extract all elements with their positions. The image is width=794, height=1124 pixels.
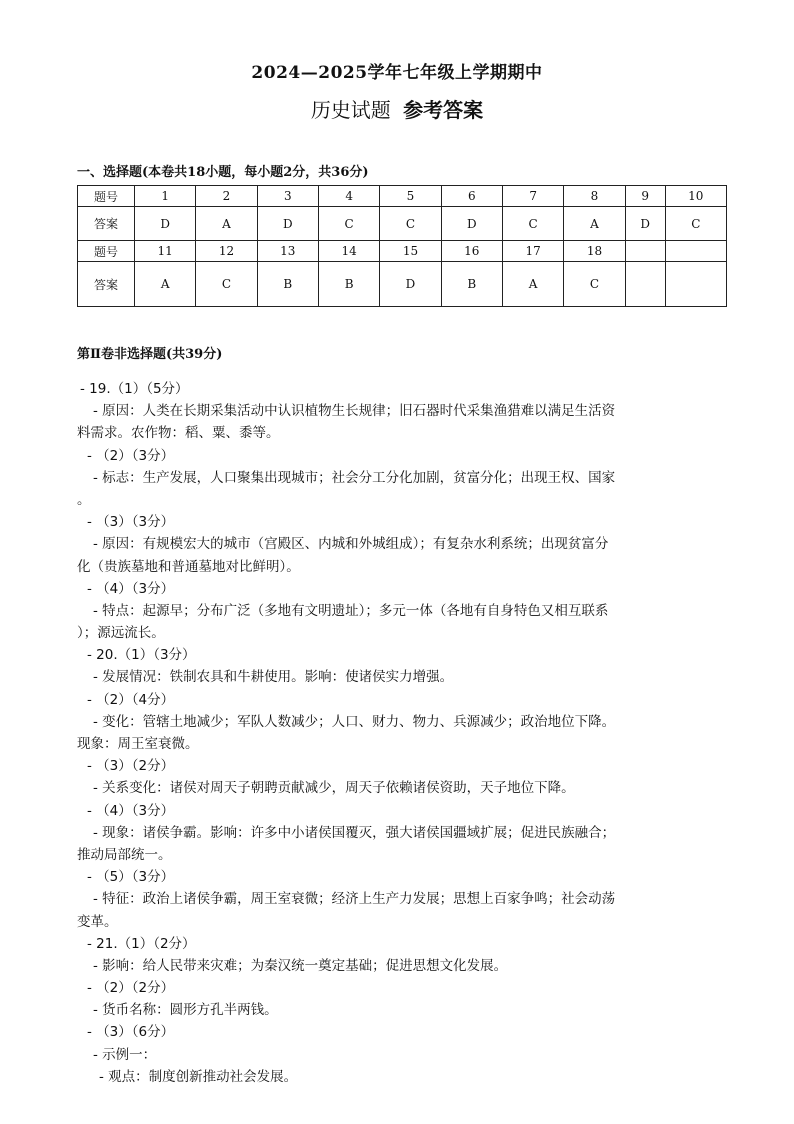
question-number: 8 — [564, 186, 625, 207]
question-number: 10 — [665, 186, 726, 207]
answer-line: - 示例一： — [93, 1046, 157, 1063]
question-number: 14 — [318, 241, 379, 262]
answer-cell: B — [441, 262, 502, 307]
table-row — [78, 262, 727, 307]
answer-line: 化（贵族墓地和普通墓地对比鲜明）。 — [77, 558, 300, 575]
question-number: 11 — [135, 241, 196, 262]
row-label: 题号 — [78, 186, 135, 207]
subquestion-heading: - （3）（6分） — [87, 1024, 175, 1041]
question-number: 1 — [135, 186, 196, 207]
question-number: 3 — [257, 186, 318, 207]
answer-cell: C — [564, 262, 625, 307]
answer-line: - 货币名称：圆形方孔半两钱。 — [93, 1002, 278, 1019]
subquestion-heading: - （3）（3分） — [87, 514, 175, 531]
answer-line: - 原因：人类在长期采集活动中认识植物生长规律；旧石器时代采集渔猎难以满足生活资 — [93, 403, 616, 420]
question-number: 18 — [564, 241, 625, 262]
answer-cell: C — [318, 207, 379, 241]
answer-line: - 变化：管辖土地减少；军队人数减少；人口、财力、物力、兵源减少；政治地位下降。 — [93, 713, 616, 730]
question-number: 9 — [625, 186, 665, 207]
answer-line: - 原因：有规模宏大的城市（宫殿区、内城和外城组成）；有复杂水利系统；出现贫富分 — [93, 536, 609, 553]
question-heading: - 19.（1）（5分） — [80, 381, 189, 397]
answer-cell: D — [625, 207, 665, 241]
answer-line: 料需求。农作物：稻、粟、黍等。 — [77, 425, 280, 442]
question-number: 2 — [196, 186, 257, 207]
subtitle-bold: 参考答案 — [403, 98, 484, 122]
question-number: 7 — [502, 186, 563, 207]
section2-heading: 第Ⅱ卷非选择题(共39分) — [77, 347, 223, 362]
answer-cell: D — [441, 207, 502, 241]
question-number: 6 — [441, 186, 502, 207]
subquestion-heading: - （4）（3分） — [87, 802, 175, 819]
row-label: 答案 — [78, 262, 135, 307]
answer-cell: A — [196, 207, 257, 241]
table-row — [78, 207, 727, 241]
answer-cell: D — [257, 207, 318, 241]
section1-heading: 一、选择题(本卷共18小题，每小题2分，共36分) — [77, 165, 369, 180]
answer-cell: A — [502, 262, 563, 307]
question-number: 13 — [257, 241, 318, 262]
answer-cell: B — [257, 262, 318, 307]
answer-line: - 观点：制度创新推动社会发展。 — [99, 1068, 298, 1085]
question-number: 12 — [196, 241, 257, 262]
subquestion-heading: - （2）（3分） — [87, 447, 175, 464]
question-number: 5 — [380, 186, 441, 207]
subtitle-main: 历史试题 — [310, 98, 391, 122]
question-number: 4 — [318, 186, 379, 207]
question-number: 16 — [441, 241, 502, 262]
answer-cell: B — [318, 262, 379, 307]
document-subtitle — [0, 94, 794, 123]
answer-cell: A — [135, 262, 196, 307]
answer-cell — [625, 262, 665, 307]
answer-line: - 标志：生产发展，人口聚集出现城市；社会分工分化加剧，贫富分化；出现王权、国家 — [93, 469, 616, 486]
answer-line: - 特征：政治上诸侯争霸，周王室衰微；经济上生产力发展；思想上百家争鸣；社会动荡 — [93, 891, 616, 908]
answer-line: - 关系变化：诸侯对周天子朝聘贡献减少，周天子依赖诸侯资助，天子地位下降。 — [93, 780, 575, 797]
question-heading: - 21.（1）（2分） — [87, 935, 196, 952]
row-label: 答案 — [78, 207, 135, 241]
answer-line: 推动局部统一。 — [77, 846, 172, 863]
subquestion-heading: - （2）（4分） — [87, 691, 175, 708]
subquestion-heading: - （5）（3分） — [87, 869, 175, 886]
table-row — [78, 241, 727, 262]
question-number: 17 — [502, 241, 563, 262]
answer-line: - 现象：诸侯争霸。影响：许多中小诸侯国覆灭，强大诸侯国疆域扩展；促进民族融合； — [93, 824, 616, 841]
answer-line: - 发展情况：铁制农具和牛耕使用。影响：使诸侯实力增强。 — [93, 669, 454, 686]
answer-line: 现象：周王室衰微。 — [77, 736, 199, 752]
subquestion-heading: - （3）（2分） — [87, 758, 175, 775]
document-title: 2024—2025学年七年级上学期期中 — [251, 63, 543, 83]
table-row — [78, 186, 727, 207]
answer-cell: C — [380, 207, 441, 241]
answer-cell: D — [380, 262, 441, 307]
answer-cell: C — [196, 262, 257, 307]
answer-cell: A — [564, 207, 625, 241]
answer-cell: D — [135, 207, 196, 241]
answer-cell — [665, 262, 726, 307]
question-number: 15 — [380, 241, 441, 262]
answer-cell: C — [665, 207, 726, 241]
answer-line: 变革。 — [77, 913, 118, 930]
question-heading: - 20.（1）（3分） — [87, 647, 196, 664]
answer-table — [77, 185, 727, 307]
row-label: 题号 — [78, 241, 135, 262]
answer-cell: C — [502, 207, 563, 241]
answer-line: - 影响：给人民带来灾难；为秦汉统一奠定基础；促进思想文化发展。 — [93, 957, 508, 974]
answer-body — [77, 378, 717, 1088]
question-number — [665, 241, 726, 262]
subquestion-heading: - （4）（3分） — [87, 580, 175, 597]
answer-line: - 特点：起源早；分布广泛（多地有文明遗址）；多元一体（各地有自身特色又相互联系 — [93, 602, 609, 619]
answer-line: 。 — [77, 491, 91, 508]
question-number — [625, 241, 665, 262]
answer-line: ）；源远流长。 — [77, 625, 165, 642]
subquestion-heading: - （2）（2分） — [87, 980, 175, 997]
